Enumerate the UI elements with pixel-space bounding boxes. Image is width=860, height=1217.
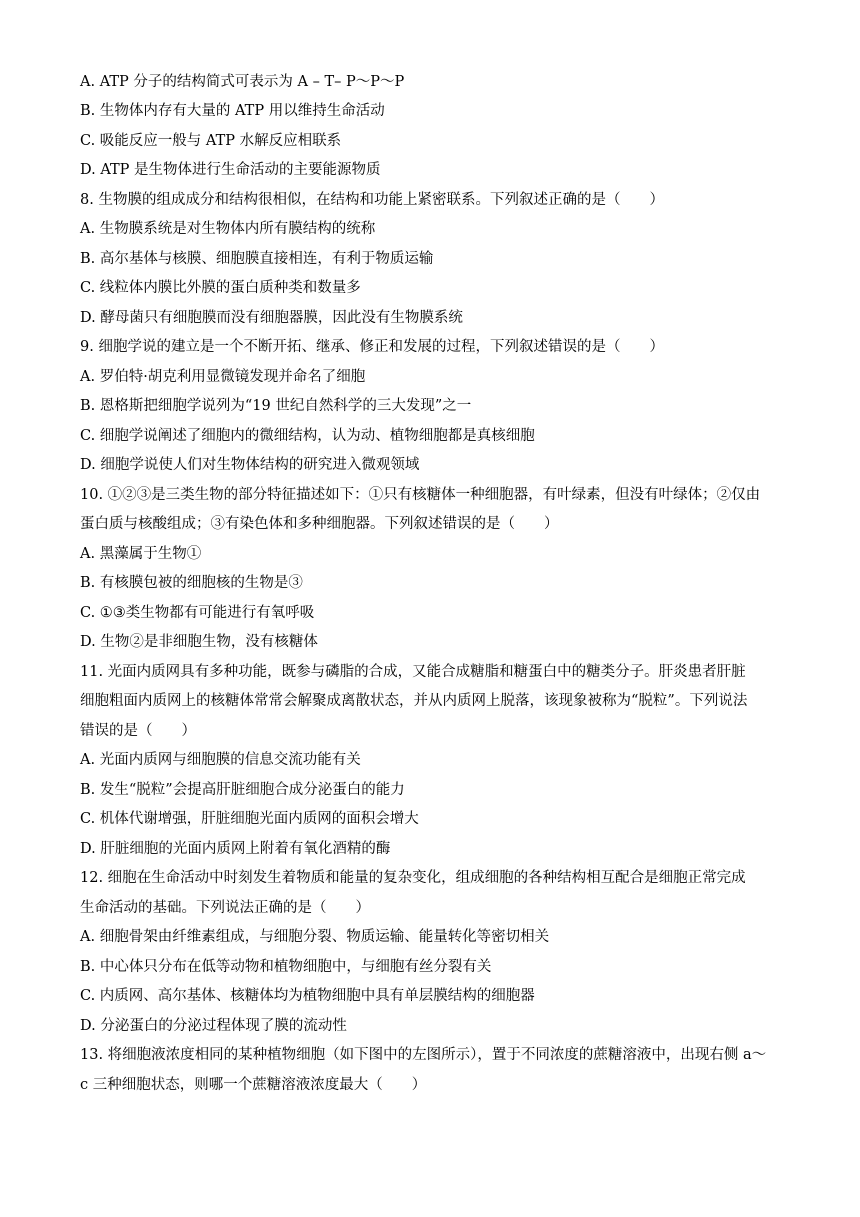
option-11d: D. 肝脏细胞的光面内质网上附着有氧化酒精的酶: [80, 841, 391, 857]
option-10b: B. 有核膜包被的细胞核的生物是③: [80, 575, 303, 591]
option-12b: B. 中心体只分布在低等动物和植物细胞中，与细胞有丝分裂有关: [80, 959, 492, 975]
option-7d: D. ATP 是生物体进行生命活动的主要能源物质: [80, 162, 381, 178]
question-11-line-1: 11. 光面内质网具有多种功能，既参与磷脂的合成，又能合成糖脂和糖蛋白中的糖类分子。肝炎患者肝脏: [80, 664, 746, 680]
option-9d: D. 细胞学说使人们对生物体结构的研究进入微观领域: [80, 457, 420, 473]
question-12-line-1: 12. 细胞在生命活动中时刻发生着物质和能量的复杂变化，组成细胞的各种结构相互配合是细胞正常完成: [80, 870, 746, 886]
question-10-line-2: 蛋白质与核酸组成；③有染色体和多种细胞器。下列叙述错误的是（ ）: [80, 516, 559, 532]
option-8c: C. 线粒体内膜比外膜的蛋白质种类和数量多: [80, 280, 361, 296]
question-10-line-1: 10. ①②③是三类生物的部分特征描述如下：①只有核糖体一种细胞器，有叶绿素，但没有叶绿体；②仅由: [80, 487, 761, 503]
option-9c: C. 细胞学说阐述了细胞内的微细结构，认为动、植物细胞都是真核细胞: [80, 428, 535, 444]
question-9: 9. 细胞学说的建立是一个不断开拓、继承、修正和发展的过程，下列叙述错误的是（ ）: [80, 339, 664, 355]
option-7c: C. 吸能反应一般与 ATP 水解反应相联系: [80, 133, 342, 149]
question-11-line-2: 细胞粗面内质网上的核糖体常常会解聚成离散状态，并从内质网上脱落，该现象被称为“脱粒”。下列说法: [80, 693, 748, 709]
option-11a: A. 光面内质网与细胞膜的信息交流功能有关: [80, 752, 361, 768]
option-7a: A. ATP 分子的结构简式可表示为 A – T– P～P～P: [80, 74, 405, 90]
option-11c: C. 机体代谢增强，肝脏细胞光面内质网的面积会增大: [80, 811, 419, 827]
option-11b: B. 发生“脱粒”会提高肝脏细胞合成分泌蛋白的能力: [80, 782, 405, 798]
question-8: 8. 生物膜的组成成分和结构很相似，在结构和功能上紧密联系。下列叙述正确的是（ ）: [80, 192, 664, 208]
option-10c: C. ①③类生物都有可能进行有氧呼吸: [80, 605, 315, 621]
question-11-line-3: 错误的是（ ）: [80, 723, 196, 739]
option-12c: C. 内质网、高尔基体、核糖体均为植物细胞中具有单层膜结构的细胞器: [80, 988, 535, 1004]
option-9a: A. 罗伯特·胡克利用显微镜发现并命名了细胞: [80, 369, 366, 385]
option-12d: D. 分泌蛋白的分泌过程体现了膜的流动性: [80, 1018, 347, 1034]
question-13-line-1: 13. 将细胞液浓度相同的某种植物细胞（如下图中的左图所示），置于不同浓度的蔗糖溶液中，出现右侧 a～: [80, 1047, 767, 1063]
option-7b: B. 生物体内存有大量的 ATP 用以维持生命活动: [80, 103, 385, 119]
question-13-line-2: c 三种细胞状态，则哪一个蔗糖溶液浓度最大（ ）: [80, 1077, 427, 1093]
question-12-line-2: 生命活动的基础。下列说法正确的是（ ）: [80, 900, 370, 916]
option-10a: A. 黑藻属于生物①: [80, 546, 202, 562]
option-8a: A. 生物膜系统是对生物体内所有膜结构的统称: [80, 221, 376, 237]
option-12a: A. 细胞骨架由纤维素组成，与细胞分裂、物质运输、能量转化等密切相关: [80, 929, 550, 945]
option-10d: D. 生物②是非细胞生物，没有核糖体: [80, 634, 318, 650]
option-9b: B. 恩格斯把细胞学说列为“19 世纪自然科学的三大发现”之一: [80, 398, 472, 414]
option-8b: B. 高尔基体与核膜、细胞膜直接相连，有利于物质运输: [80, 251, 434, 267]
option-8d: D. 酵母菌只有细胞膜而没有细胞器膜，因此没有生物膜系统: [80, 310, 463, 326]
